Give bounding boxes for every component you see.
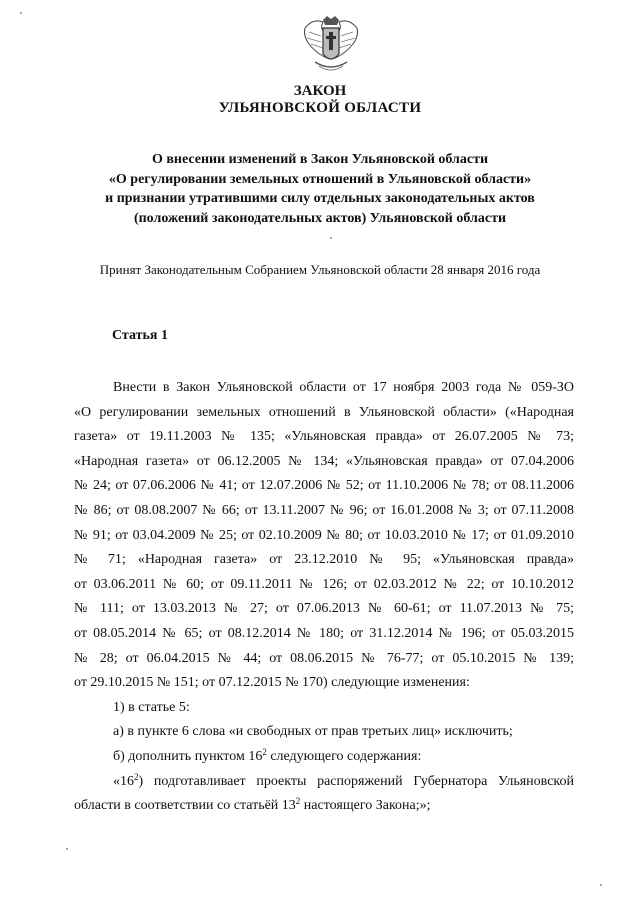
body-line: № 86; от 08.08.2007 № 66; от 13.11.2007 № 96; от 16.01.2008 № 3; от 07.11.2008 xyxy=(74,502,574,518)
body-line: от 08.05.2014 № 65; от 08.12.2014 № 180; от 31.12.2014 № 196; от 05.03.2015 xyxy=(74,625,574,641)
law-title: ЗАКОН xyxy=(293,83,347,99)
body-line: «Народная газета» от 06.12.2005 № 134; «Ульяновская правда» от 07.04.2006 xyxy=(74,453,574,469)
body-line: газета» от 19.11.2003 № 135; «Ульяновская правда» от 26.07.2005 № 73; xyxy=(74,429,574,445)
list-item-1: 1) в статье 5: xyxy=(113,699,190,715)
quote-text: «16 xyxy=(113,773,134,789)
law-subject xyxy=(0,150,640,228)
article-heading: Статья 1 xyxy=(112,328,168,343)
quoted-point xyxy=(74,770,574,795)
body-line: № 111; от 13.03.2013 № 27; от 07.06.2013 № 60-61; от 11.07.2013 № 75; xyxy=(74,601,574,617)
list-item-a: а) в пункте 6 слова «и свободных от прав третьих лиц» исключить; xyxy=(113,724,513,740)
superscript: 2 xyxy=(134,771,139,782)
body-line: № 24; от 07.06.2006 № 41; от 12.07.2006 № 52; от 11.10.2006 № 78; от 08.11.2006 xyxy=(74,478,574,494)
superscript: 2 xyxy=(295,796,301,807)
body-line: «О регулировании земельных отношений в Ульяновской области» («Народная xyxy=(74,404,574,420)
item-b-text-end: следующего содержания: xyxy=(266,748,422,764)
body-line: № 28; от 06.04.2015 № 44; от 08.06.2015 № 76-77; от 05.10.2015 № 139; xyxy=(74,650,574,666)
body-line: от 03.06.2011 № 60; от 09.11.2011 № 126; от 02.03.2012 № 22; от 10.10.2012 xyxy=(74,576,574,592)
body-line: от 29.10.2015 № 151; от 07.12.2015 № 170) следующие изменения: xyxy=(74,675,470,691)
list-item-b xyxy=(74,745,574,770)
body-line: № 91; от 03.04.2009 № 25; от 02.10.2009 № 80; от 10.03.2010 № 17; от 01.09.2010 xyxy=(74,527,574,543)
scan-speck xyxy=(20,12,22,14)
body-line: № 71; «Народная газета» от 23.12.2010 № 95; «Ульяновская правда» xyxy=(74,552,574,568)
item-b-text: б) дополнить пунктом 16 xyxy=(113,748,263,764)
subject-line: О внесении изменений в Закон Ульяновской области xyxy=(151,152,489,167)
subject-line: (положений законодательных актов) Ульяновской области xyxy=(133,210,507,226)
scan-speck xyxy=(330,237,332,239)
adoption-note: Принят Законодательным Собранием Ульяновской области 28 января 2016 года xyxy=(99,262,541,277)
article-body xyxy=(74,376,574,819)
continued-text-end: настоящего Закона;»; xyxy=(300,798,431,814)
body-line: Внести в Закон Ульяновской области от 17 ноября 2003 года № 059-ЗО xyxy=(113,380,574,395)
scan-speck xyxy=(600,884,602,886)
region-title: УЛЬЯНОВСКОЙ ОБЛАСТИ xyxy=(218,100,422,116)
subject-line: «О регулировании земельных отношений в Ульяновской области» xyxy=(108,171,532,187)
continued-text: области в соответствии со статьёй 13 xyxy=(74,798,296,814)
quote-text-end: ) подготавливает проекты распоряжений Губернатора Ульяновской xyxy=(138,773,574,789)
coat-of-arms-emblem xyxy=(299,14,363,74)
quoted-point-continued xyxy=(74,794,574,819)
scan-speck xyxy=(66,848,68,850)
subject-line: и признании утратившими силу отдельных законодательных актов xyxy=(105,191,535,207)
superscript: 2 xyxy=(262,746,267,757)
